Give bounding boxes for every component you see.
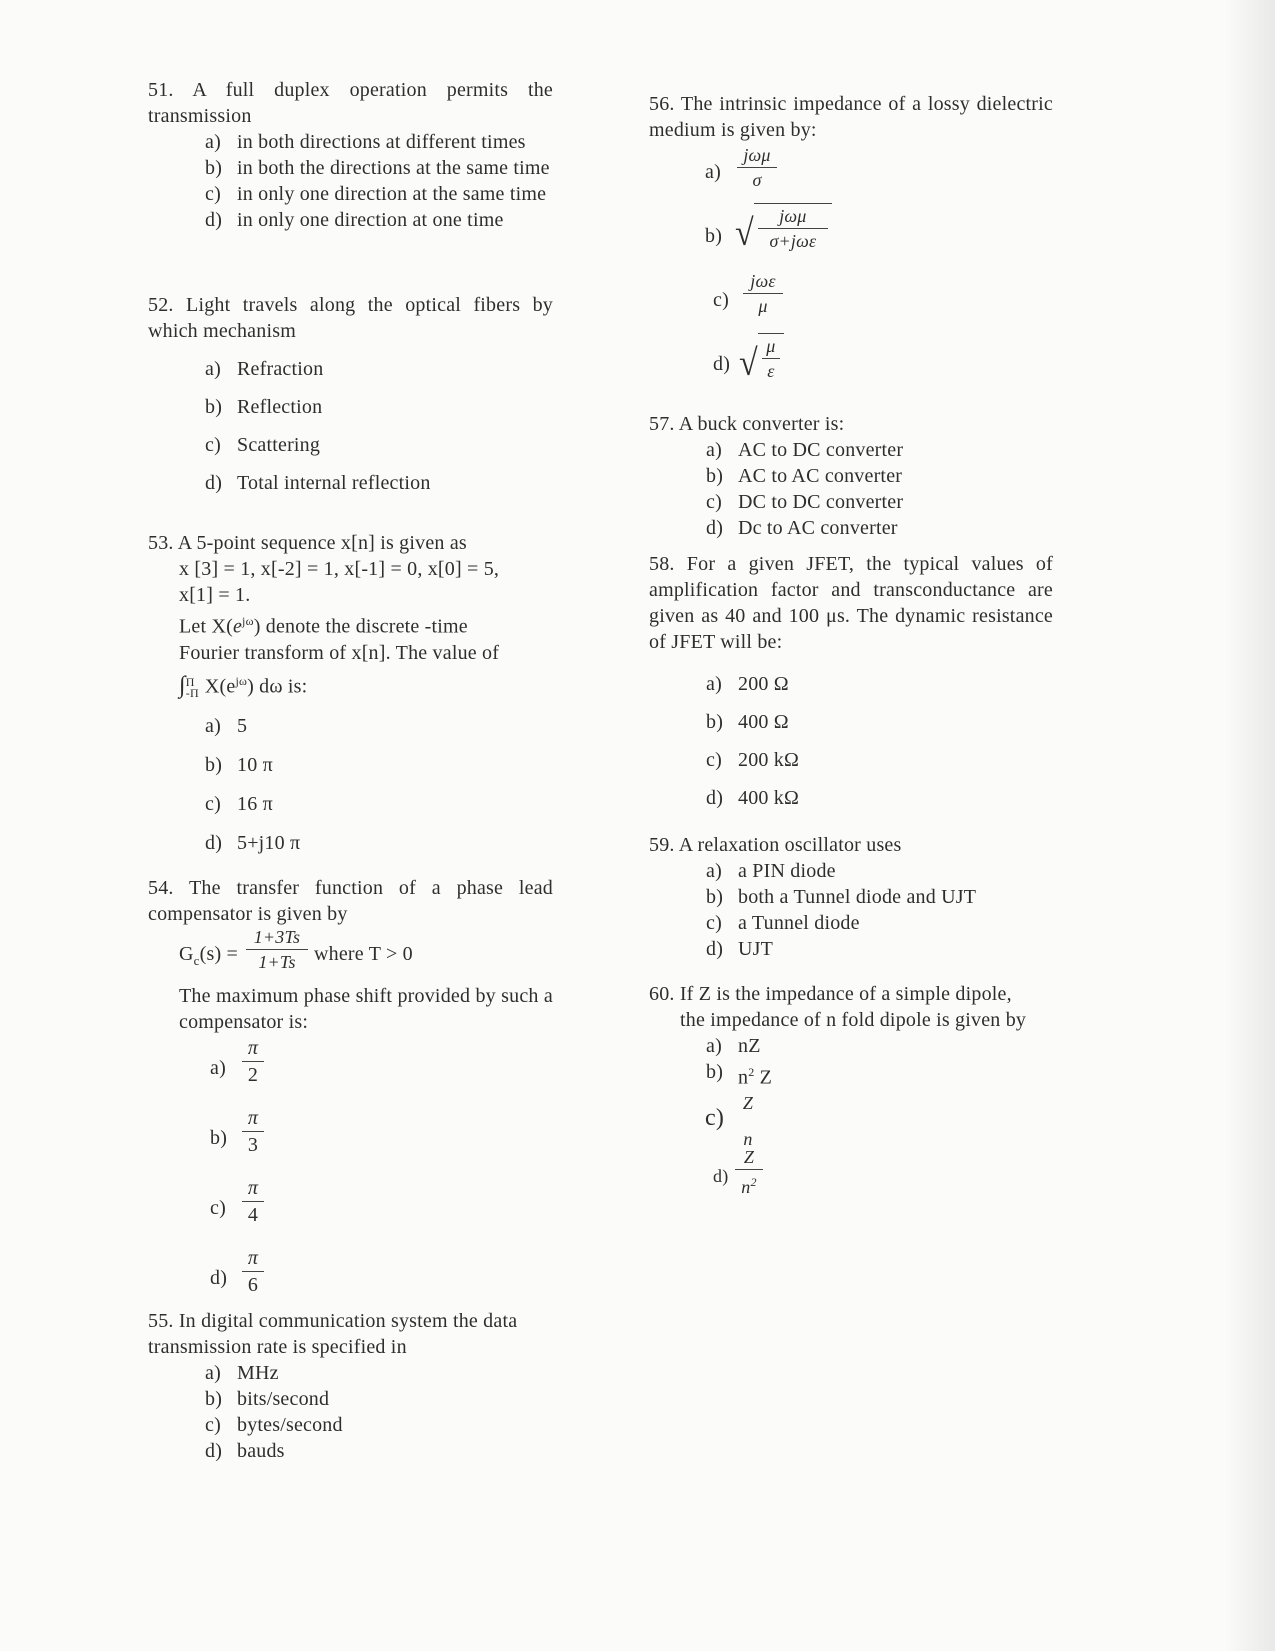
question-53-line5: Fourier transform of x[n]. The value of [179, 641, 500, 664]
option-text: Total internal reflection [237, 472, 431, 494]
question-number: 58. [649, 553, 675, 575]
option-label: b) [205, 396, 223, 418]
option-label: b) [706, 1061, 724, 1083]
option-label: b) [205, 754, 223, 777]
option-label: b) [210, 1127, 228, 1149]
question-text: A relaxation oscillator uses [678, 834, 902, 856]
fraction-denominator: σ [752, 170, 762, 190]
fraction-bar [242, 1131, 264, 1132]
option-text: 5+j10 π [237, 832, 301, 855]
option-text: UJT [738, 938, 774, 960]
question-text: The intrinsic impedance of a lossy dielectric medium is given by: [649, 93, 1053, 141]
option-label: a) [205, 715, 221, 738]
option-text: 200 kΩ [738, 749, 800, 771]
fraction-bar [737, 167, 777, 168]
fraction-numerator: π [247, 1107, 259, 1129]
fraction [762, 336, 780, 381]
question-text: Light travels along the optical fibers by which mechanism [148, 294, 553, 342]
option-label: a) [205, 131, 221, 153]
option-label: c) [210, 1197, 226, 1219]
question-53-integral [148, 668, 553, 700]
option-b [148, 155, 553, 181]
option-label: d) [706, 787, 724, 809]
fraction-numerator: Z [742, 1092, 754, 1113]
integral-body: X(e [204, 675, 236, 698]
option-text: Scattering [237, 434, 321, 456]
option-label: d) [210, 1267, 228, 1289]
question-60 [649, 981, 1053, 1195]
radicand [754, 203, 832, 251]
fraction-numerator: π [247, 1037, 259, 1059]
option-label: c) [705, 1104, 725, 1131]
question-text: For a given JFET, the typical values of amplification factor and transconductance are given as 40 and 100 μs. The dynamic resistance of JFET will be: [649, 553, 1053, 653]
option-d [148, 830, 553, 856]
option-label: d) [205, 1440, 223, 1462]
question-57-stem [649, 411, 1053, 437]
question-56 [649, 91, 1053, 393]
question-55-stem [148, 1308, 553, 1360]
fraction-numerator: π [247, 1247, 259, 1269]
option-label: a) [706, 673, 722, 695]
question-number: 55. [148, 1310, 174, 1332]
fraction [242, 1107, 264, 1156]
question-58-stem [649, 551, 1053, 655]
option-d [148, 470, 553, 496]
fraction-denominator: 3 [247, 1134, 259, 1156]
question-51-stem [148, 77, 553, 129]
option-label: a) [706, 1035, 722, 1057]
option-text: AC to DC converter [738, 439, 904, 461]
option-text: bauds [237, 1440, 285, 1462]
question-number: 51. [148, 79, 174, 101]
question-54-stem2: The maximum phase shift provided by such a compensator is: [179, 985, 553, 1033]
option-label: c) [205, 793, 221, 816]
question-51 [148, 77, 553, 233]
fraction [242, 1177, 264, 1226]
option-label: a) [210, 1057, 226, 1079]
option-label: d) [713, 353, 731, 375]
question-number: 60. [649, 983, 675, 1005]
text-fragment: ) denote the discrete -time [253, 615, 468, 638]
question-53 [148, 530, 553, 856]
question-52 [148, 292, 553, 496]
option-label: b) [205, 1388, 223, 1410]
option-label: d) [205, 209, 223, 231]
option-text: 400 kΩ [738, 787, 800, 809]
option-text: 10 π [237, 754, 273, 777]
option-d [649, 785, 1053, 811]
fraction-bar [242, 1201, 264, 1202]
transfer-function [148, 927, 553, 983]
fraction-bar [242, 1061, 264, 1062]
option-a [148, 129, 553, 155]
fraction-numerator: jωμ [779, 206, 807, 226]
option-label: b) [205, 157, 223, 179]
question-59-stem [649, 832, 1053, 858]
fraction [242, 1247, 264, 1296]
condition-text: where T > 0 [314, 943, 413, 965]
option-label: c) [205, 434, 221, 456]
fraction-bar [246, 949, 308, 950]
question-number: 56. [649, 93, 675, 115]
integral-upper-limit: Π [185, 674, 195, 689]
question-text: A buck converter is: [678, 413, 845, 435]
option-text: both a Tunnel diode and UJT [738, 886, 977, 908]
option-label: c) [706, 491, 722, 513]
fraction-denominator: n [743, 1128, 753, 1149]
fraction-denominator: 4 [247, 1204, 259, 1226]
question-number: 52. [148, 294, 174, 316]
option-label: b) [706, 886, 724, 908]
radical-sign-icon: √ [735, 213, 754, 254]
option-b [649, 884, 1053, 910]
math-tail: Z [754, 1066, 773, 1089]
fraction-bar [735, 1169, 763, 1170]
option-text [706, 1059, 1053, 1091]
integral-sign-icon: ∫ [179, 672, 186, 699]
option-label: a) [706, 439, 722, 461]
option-label: a) [705, 161, 721, 183]
math-superscript: 2 [750, 1174, 757, 1189]
option-a [148, 713, 553, 739]
option-text: MHz [237, 1362, 279, 1384]
option-text: 200 Ω [738, 673, 789, 695]
option-text: in only one direction at one time [237, 209, 504, 231]
option-text: 5 [237, 715, 248, 738]
fraction-denominator: ε [767, 361, 775, 381]
question-text: If Z is the impedance of a simple dipole, [679, 983, 1012, 1005]
option-text: in both the directions at the same time [237, 157, 550, 179]
math-superscript: 2 [748, 1065, 755, 1079]
math-e: e [232, 615, 243, 638]
fraction-numerator: 1+3Ts [253, 927, 301, 947]
question-58 [649, 551, 1053, 811]
option-d [148, 207, 553, 233]
radicand [758, 333, 784, 381]
math-superscript: jω [235, 673, 248, 688]
denominator-base: n [741, 1176, 751, 1197]
math-superscript: jω [242, 614, 254, 628]
option-a [649, 1033, 1053, 1059]
gc-label [179, 941, 238, 974]
question-54 [148, 875, 553, 1305]
option-d [148, 1438, 553, 1464]
question-53-line3: x[1] = 1. [179, 584, 251, 606]
question-56-options [649, 143, 1053, 393]
option-label: a) [706, 860, 722, 882]
option-label: d) [706, 517, 724, 539]
fraction-denominator: 1+Ts [258, 952, 296, 972]
option-a [148, 356, 553, 382]
math-subscript: c [193, 953, 200, 968]
option-label: b) [706, 465, 724, 487]
option-label: a) [205, 358, 221, 380]
question-55 [148, 1308, 553, 1464]
option-a [649, 671, 1053, 697]
question-number: 54. [148, 877, 174, 899]
fraction-bar [758, 228, 828, 229]
option-label: c) [706, 912, 722, 934]
integral-lower-limit: -Π [185, 685, 199, 700]
option-b [148, 394, 553, 420]
fraction-denominator: σ+jωε [769, 231, 817, 251]
option-c [649, 910, 1053, 936]
page-edge-shadow [1225, 0, 1275, 1651]
option-label: b) [705, 225, 723, 247]
fraction-denominator: μ [758, 296, 768, 316]
option-b [649, 1059, 1053, 1091]
fraction-numerator: jωμ [743, 145, 771, 165]
option-text: nZ [738, 1035, 761, 1057]
option-c [148, 791, 553, 817]
option-text: in only one direction at the same time [237, 183, 547, 205]
fraction-denominator: 2 [247, 1064, 259, 1086]
fraction-numerator: jωε [750, 271, 776, 291]
fraction-bar [242, 1271, 264, 1272]
fraction-denominator: 6 [247, 1274, 259, 1296]
square-root [739, 333, 784, 384]
fraction-bar [743, 293, 783, 294]
option-label: d) [205, 832, 223, 855]
option-text: AC to AC converter [738, 465, 903, 487]
option-d [649, 936, 1053, 962]
question-52-stem [148, 292, 553, 344]
integral-limits [185, 674, 199, 700]
fraction-no-bar [739, 1093, 757, 1149]
option-c [148, 181, 553, 207]
option-b [649, 709, 1053, 735]
option-text: 400 Ω [738, 711, 789, 733]
option-text: a Tunnel diode [738, 912, 860, 934]
fraction [743, 271, 783, 316]
fraction-bar [762, 358, 780, 359]
question-60-line2: the impedance of n fold dipole is given by [680, 1009, 1027, 1031]
question-54-stem [148, 875, 553, 927]
option-text: Reflection [237, 396, 323, 418]
fraction [737, 145, 777, 190]
option-text: DC to DC converter [738, 491, 904, 513]
option-text: bits/second [237, 1388, 330, 1410]
option-text: bytes/second [237, 1414, 343, 1436]
math-base: n [738, 1066, 749, 1089]
question-53-line2: x [3] = 1, x[-2] = 1, x[-1] = 0, x[0] = 5, [179, 558, 500, 580]
option-label: c) [706, 749, 722, 771]
option-text: Dc to AC converter [738, 517, 898, 539]
question-60-line1 [649, 981, 1053, 1007]
text-fragment: G [179, 943, 194, 965]
question-number: 57. [649, 413, 675, 435]
fraction [758, 206, 828, 251]
option-c [649, 489, 1053, 515]
question-text: In digital communication system the data transmission rate is specified in [148, 1310, 518, 1358]
question-number: 59. [649, 834, 675, 856]
question-text: A full duplex operation permits the transmission [148, 79, 553, 127]
option-text: a PIN diode [738, 860, 836, 882]
question-number: 53. [148, 532, 174, 554]
option-c [148, 432, 553, 458]
text-fragment: Let X( [179, 615, 233, 638]
question-text: A 5-point sequence x[n] is given as [177, 532, 467, 554]
question-59 [649, 832, 1053, 962]
question-57 [649, 411, 1053, 541]
option-label: d) [205, 472, 223, 494]
option-label: b) [706, 711, 724, 733]
fraction-numerator: π [247, 1177, 259, 1199]
square-root [735, 203, 832, 254]
option-b [649, 463, 1053, 489]
option-label: d) [706, 938, 724, 960]
radical-sign-icon: √ [739, 343, 758, 384]
option-label: a) [205, 1362, 221, 1384]
option-text: Refraction [237, 358, 324, 380]
fraction-denominator [741, 1172, 756, 1197]
option-label: c) [205, 183, 221, 205]
transfer-fraction [246, 927, 308, 972]
option-label: c) [205, 1414, 221, 1436]
question-text: The transfer function of a phase lead compensator is given by [148, 877, 553, 925]
question-60-frac-options [649, 1091, 1053, 1195]
question-53-line1 [148, 530, 553, 556]
fraction [735, 1147, 763, 1197]
option-label: d) [713, 1165, 729, 1186]
option-d [649, 515, 1053, 541]
question-53-line4 [148, 608, 553, 640]
option-text: in both directions at different times [237, 131, 526, 153]
text-fragment: (s) = [199, 943, 239, 965]
option-a [649, 858, 1053, 884]
option-c [649, 747, 1053, 773]
integral-end: ) dω is: [247, 675, 308, 698]
fraction-numerator: μ [766, 336, 776, 356]
question-54-options [148, 1035, 553, 1305]
option-b [148, 752, 553, 778]
option-text: 16 π [237, 793, 273, 816]
fraction [242, 1037, 264, 1086]
option-b [148, 1386, 553, 1412]
option-label: c) [713, 289, 729, 311]
option-a [649, 437, 1053, 463]
fraction-numerator: Z [743, 1146, 755, 1167]
question-56-stem [649, 91, 1053, 143]
option-c [148, 1412, 553, 1438]
option-a [148, 1360, 553, 1386]
